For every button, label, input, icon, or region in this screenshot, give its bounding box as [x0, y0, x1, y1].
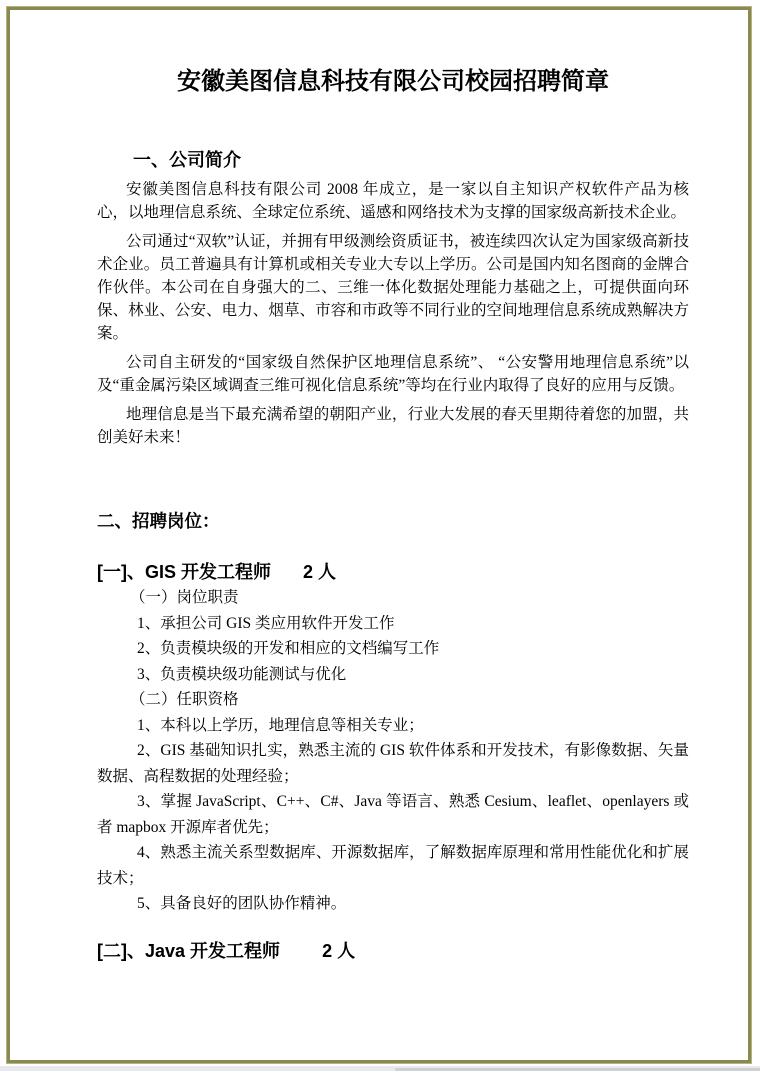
- job-title-row: [97, 939, 689, 964]
- page-gap: [0, 1066, 760, 1071]
- qualification-item: 3、掌握 JavaScript、C++、C#、Java 等语言、熟悉 Cesium、leaflet、openlayers 或者 mapbox 开源库者优先；: [97, 793, 689, 836]
- intro-paragraph-3: 公司自主研发的“国家级自然保护区地理信息系统”、 “公安警用地理信息系统”以及“重金属污染区域调查三维可视化信息系统”等均在行业内取得了良好的应用与反馈。: [97, 354, 689, 394]
- job-gis-engineer: [97, 560, 689, 917]
- duty-item: 2、负责模块级的开发和相应的文档编写工作: [137, 640, 440, 657]
- job-java-engineer: [97, 939, 689, 964]
- job-title-row: [97, 560, 689, 585]
- duty-item: 3、负责模块级功能测试与优化: [137, 665, 347, 683]
- qualification-item: 5、具备良好的团队协作精神。: [137, 895, 347, 912]
- intro-paragraph-2: 公司通过“双软”认证，并拥有甲级测绘资质证书，被连续四次认定为国家级高新技术企业。员工普遍具有计算机或相关专业大专以上学历。公司是国内知名图商的金牌合作伙伴。本公司在自身强大的二、三维一体化数据处理能力基础之上，可提供面向环保、林业、公安、电力、烟草、市容和市政等不同行业的空间地理信息系统成熟解决方案。: [97, 233, 689, 342]
- qualification-item: 1、本科以上学历，地理信息等相关专业；: [137, 716, 424, 734]
- job-title-text: [一]、GIS 开发工程师: [97, 562, 271, 582]
- qualification-item: 2、GIS 基础知识扎实，熟悉主流的 GIS 软件体系和开发技术，有影像数据、矢量数据、高程数据的处理经验；: [97, 742, 689, 785]
- duties-label: （一）岗位职责: [130, 589, 239, 606]
- job-headcount: 2 人: [303, 562, 337, 582]
- job-headcount: 2 人: [322, 940, 356, 961]
- intro-paragraph-4: 地理信息是当下最充满希望的朝阳产业，行业大发展的春天里期待着您的加盟，共创美好未来！: [97, 406, 689, 446]
- qualifications-label: （二）任职资格: [130, 691, 239, 708]
- intro-section-heading: 一、公司简介: [133, 150, 241, 170]
- jobs-section-heading: 二、招聘岗位：: [97, 511, 220, 531]
- document-title: 安徽美图信息科技有限公司校园招聘简章: [177, 68, 609, 95]
- intro-paragraph-1: 安徽美图信息科技有限公司 2008 年成立，是一家以自主知识产权软件产品为核心，以地理信息系统、全球定位系统、遥感和网络技术为支撑的国家级高新技术企业。: [97, 181, 689, 221]
- job-title-text: [二]、Java 开发工程师: [97, 940, 281, 961]
- qualification-item: 4、熟悉主流关系型数据库、开源数据库，了解数据库原理和常用性能优化和扩展技术；: [97, 844, 689, 887]
- duty-item: 1、承担公司 GIS 类应用软件开发工作: [137, 614, 395, 632]
